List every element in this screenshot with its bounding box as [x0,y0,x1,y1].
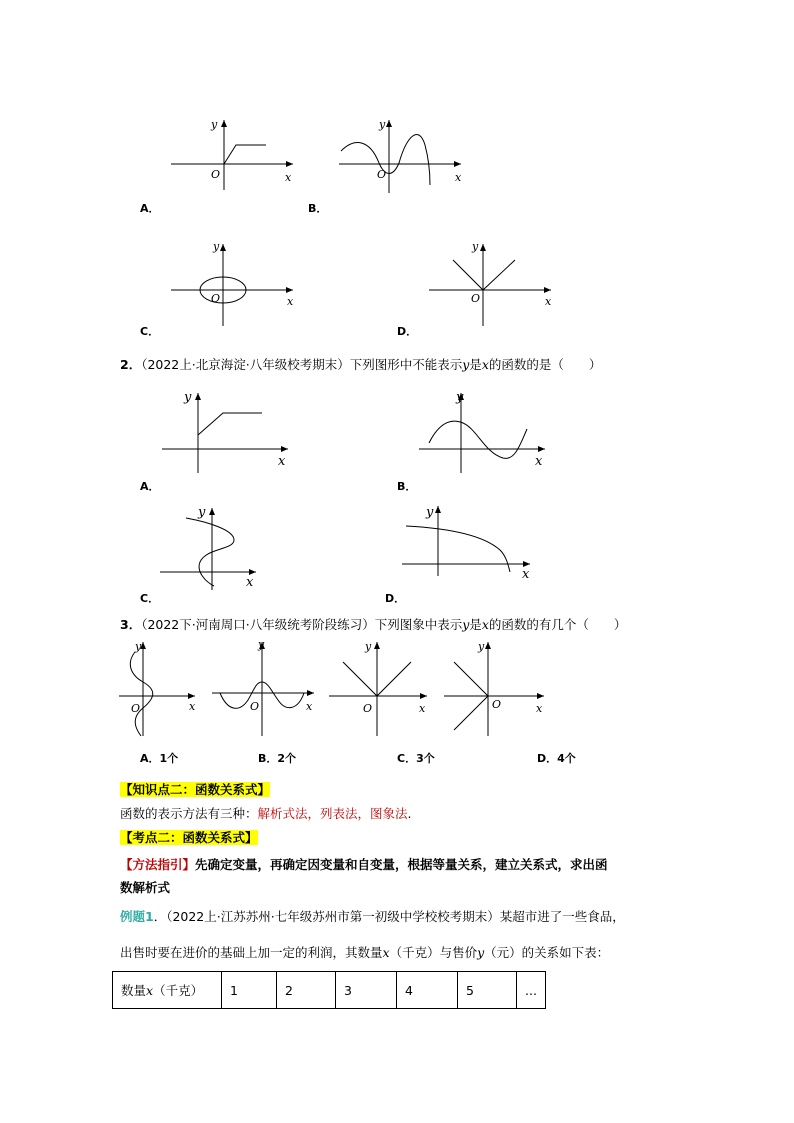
q1-graph-a [165,115,305,195]
q2-graph-b [415,383,555,473]
svg-text:x: x [419,702,426,715]
svg-text:y: y [184,390,192,405]
q1-graph-b [335,115,475,195]
q3-choice-d: D．4个 [537,752,576,765]
example-table [112,971,546,1009]
q1-graph-d [425,240,565,330]
exam-point-title: 【考点二：函数关系式】 [120,830,258,845]
svg-text:O: O [471,292,481,305]
svg-text:O: O [363,702,373,715]
table-row [113,972,546,1009]
svg-text:y: y [198,505,206,520]
svg-text:O: O [131,702,141,715]
q3-choice-c: C．3个 [397,752,435,765]
q1-graph-c [165,240,305,330]
example-line1: 例题1．（2022上·江苏苏州·七年级苏州市第一初级中学校校考期末）某超市进了一些食品， [120,909,625,924]
svg-text:y: y [472,240,479,253]
q2-graph-d [400,502,550,582]
svg-text:x: x [306,700,313,713]
svg-text:y: y [456,390,464,405]
q3-stem: 3．（2022下·河南周口·八年级统考阶段练习）下列图象中表示y是x的函数的有几个（ ） [120,617,627,632]
q2-option-b: B． [397,480,417,493]
y-axis-label: y [211,118,218,131]
q3-graph-2 [210,638,320,738]
svg-text:y: y [213,240,220,253]
svg-text:O: O [377,168,387,181]
table-cell: 4 [397,972,458,1009]
svg-text:x: x [189,700,196,713]
svg-text:x: x [278,454,286,469]
q2-option-d: D． [385,592,406,605]
svg-text:O: O [492,698,502,711]
x-axis-label: x [285,171,292,184]
svg-text:x: x [287,295,294,308]
svg-text:O: O [211,292,221,305]
q2-option-a: A． [140,480,160,493]
table-cell: 3 [336,972,397,1009]
table-header-cell: 数量x（千克） [113,972,222,1009]
table-cell: 1 [222,972,277,1009]
q1-option-b: B． [308,202,328,215]
q3-graph-4 [440,638,550,738]
svg-text:x: x [522,567,530,582]
table-cell: ... [517,972,546,1009]
method-guide-line1: 【方法指引】先确定变量，再确定因变量和自变量，根据等量关系，建立关系式，求出函 [120,857,608,872]
svg-text:y: y [426,505,434,520]
svg-text:x: x [545,295,552,308]
table-cell: 5 [458,972,517,1009]
q3-choice-b: B．2个 [258,752,297,765]
q1-option-a: A． [140,202,160,215]
svg-text:y: y [135,640,142,653]
svg-text:y: y [258,638,265,651]
knowledge-body: 函数的表示方法有三种：解析式法，列表法，图象法. [120,806,412,821]
q2-stem: 2．（2022上·北京海淀·八年级校考期末）下列图形中不能表示y是x的函数的是（ ） [120,357,602,372]
q1-option-c: C． [140,325,160,338]
example-line2: 出售时要在进价的基础上加一定的利润，其数量x（千克）与售价y（元）的关系如下表： [120,945,610,960]
q2-option-c: C． [140,592,160,605]
svg-text:x: x [536,702,543,715]
q1-option-d: D． [397,325,418,338]
method-guide-line2: 数解析式 [120,880,171,895]
table-cell: 2 [277,972,336,1009]
q3-choice-a: A．1个 [140,752,179,765]
svg-text:x: x [535,454,543,469]
q3-graph-3 [325,638,435,738]
svg-text:y: y [365,640,372,653]
svg-text:y: y [379,118,386,131]
q3-graph-1 [115,638,205,738]
svg-text:x: x [246,575,254,590]
svg-text:x: x [455,171,462,184]
origin-label: O [211,168,221,181]
q2-graph-a [160,383,300,473]
svg-text:O: O [250,700,260,713]
svg-text:y: y [478,640,485,653]
q2-graph-c [160,500,280,590]
knowledge-title: 【知识点二：函数关系式】 [120,782,271,797]
